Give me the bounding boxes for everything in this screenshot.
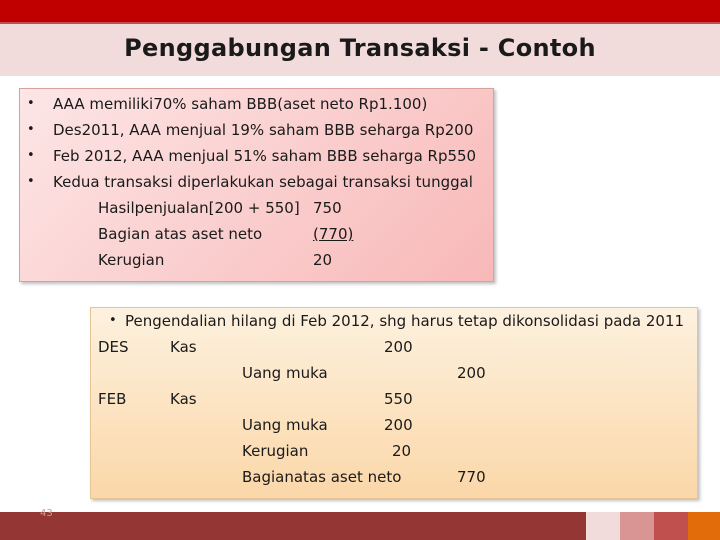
bullet-text: Des2011, AAA menjual 19% saham BBB seharga Rp200 [53,121,474,139]
calc-value-proceeds: 750 [313,199,342,217]
bullet-marker: • [27,174,35,189]
calc-value-loss: 20 [313,251,333,269]
journal-debit-amount: 20 [392,442,412,460]
journal-debit-amount: 550 [384,390,413,408]
bullet-text: Feb 2012, AAA menjual 51% saham BBB seharga Rp550 [53,147,477,165]
footer-square [586,512,620,540]
calc-label-loss: Kerugian [98,251,165,269]
journal-debit-account: Kerugian [242,442,309,460]
bullet-text: Kedua transaksi diperlakukan sebagai transaksi tunggal [53,173,473,191]
journal-note: Pengendalian hilang di Feb 2012, shg harus tetap dikonsolidasi pada 2011 [125,312,685,330]
calc-label-proceeds: Hasilpenjualan[200 + 550] [98,199,300,217]
journal-debit-amount: 200 [384,338,413,356]
page-number: 43 [40,508,53,519]
bullet-marker: • [109,313,117,328]
calc-label-net-assets: Bagian atas aset neto [98,225,263,243]
journal-debit-account: Uang muka [242,416,328,434]
bullet-marker: • [27,148,35,163]
journal-credit-amount: 770 [457,468,486,486]
journal-credit-amount: 200 [457,364,486,382]
journal-debit-account: Kas [170,390,197,408]
journal-credit-account: Bagianatas aset neto [242,468,402,486]
bullet-text: AAA memiliki70% saham BBB(aset neto Rp1.100) [53,95,428,113]
footer-square [654,512,688,540]
journal-credit-account: Uang muka [242,364,328,382]
calc-value-net-assets: (770) [313,225,354,243]
slide-title: Penggabungan Transaksi - Contoh [124,34,596,62]
bullet-marker: • [27,96,35,111]
journal-debit-account: Kas [170,338,197,356]
bullet-marker: • [27,122,35,137]
journal-debit-amount: 200 [384,416,413,434]
journal-month-des: DES [98,338,129,356]
footer-square [688,512,720,540]
top-accent-bar-inner [0,0,720,22]
journal-month-feb: FEB [98,390,127,408]
footer-square [620,512,654,540]
